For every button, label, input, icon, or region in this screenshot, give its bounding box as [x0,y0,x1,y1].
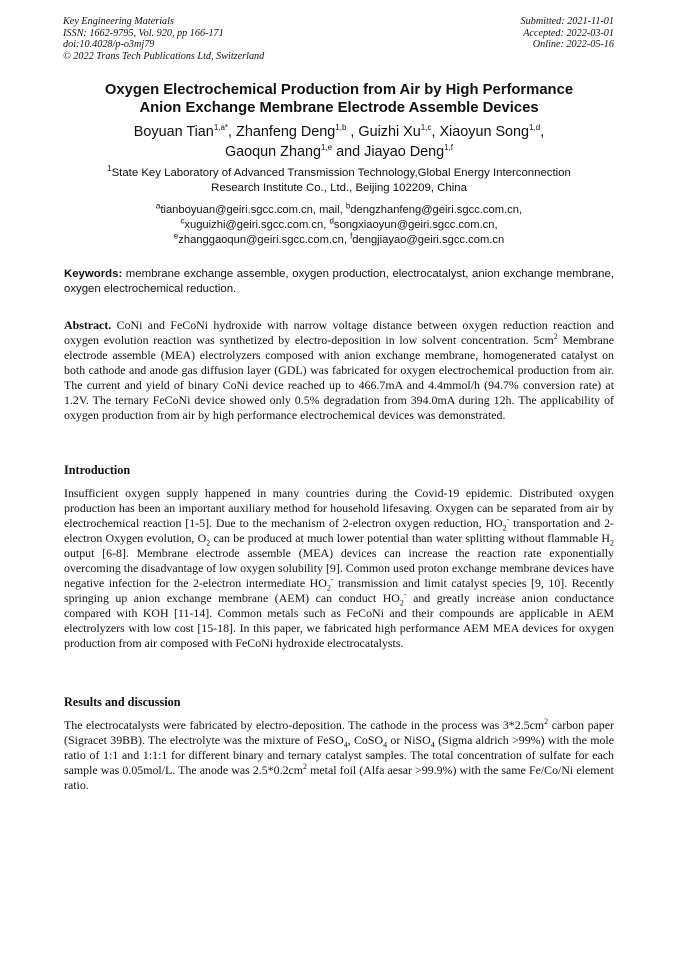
body-text: (Sigma aldrich >99%) with the mole ratio of 1:1 and 1:1:1 for different binary and ternary catalyst samples. The total concentration of sulfate for each sample was 0.05mol/L. The anode was 2.5*0.2cm [64,733,614,778]
author-name: Zhanfeng Deng [236,124,336,140]
body-text: , CoSO [347,733,384,748]
journal-header-left [63,16,264,62]
author-name: Jiayao Deng [364,143,445,160]
subscript: 2 [206,538,211,548]
author-list [60,123,618,162]
author-separator: , [346,124,359,140]
author-name: Guizhi Xu [358,124,421,140]
email-line-3 [60,233,618,248]
email-mark-e: e [173,231,179,241]
keywords-label: Keywords: [64,268,123,280]
affiliation-text-1: State Key Laboratory of Advanced Transmission Technology,Global Energy Interconnection [111,167,571,179]
affiliation [60,166,618,196]
affiliation-line-1 [60,166,618,181]
author-affil-mark: 1,e [320,142,333,152]
body-text: can be produced at much lower potential than water splitting without flammable H [210,531,610,546]
body-text: and greatly increase anion conductance compared with KOH [11-14]. Common metals such as FeCoNi and their compounds are applicable in AEM electrolyzers with low cost [15-18]. In this paper, we fabricated high performance AEM MEA devices for oxygen production from air composed with FeCoNi hydroxide electrocatalysts. [64,591,615,651]
body-text: transmission and limit catalyst species [9, 10]. Recently springing up anion exchange membrane (AEM) can conduct HO [64,576,614,606]
doi-line: doi:10.4028/p-o3mj79 [63,39,155,51]
subscript: 2 [609,538,614,548]
author-line-1 [60,123,618,143]
author-line-2 [60,143,618,163]
email-list [60,203,618,248]
affiliation-mark: 1 [107,164,112,174]
email-mark-a: a [155,201,161,211]
superscript: - [330,575,334,585]
abstract-text: CoNi and FeCoNi hydroxide with narrow voltage distance between oxygen reduction reaction and oxygen evolution reaction was synthetized by electro-deposition in low solvent concentration. 5cm [64,318,614,348]
issn-line: ISSN: 1662-9795, Vol. 920, pp 166-171 [63,27,224,39]
body-text: output [6-8]. Membrane electrode assemble (MEA) devices can increase the reaction rate exponentially overcoming the disadvantage of low oxygen solubility [9]. Common used proton exchange membrane devices have negative infection for the 2-electron intermediate HO [64,546,614,591]
email-line-2 [60,218,618,233]
author-name: Boyuan Tian [133,124,214,140]
subscript: 4 [343,740,348,750]
title-line-2: Anion Exchange Membrane Electrode Assemble Devices [139,100,539,116]
copyright-line: © 2022 Trans Tech Publications Ltd, Switzerland [63,50,265,62]
body-text: transportation and 2-electron Oxygen evolution, O [64,516,614,546]
author-affil-mark: 1,f [444,142,454,152]
abstract [64,318,614,423]
online-date: Online: 2022-05-16 [532,39,614,51]
subscript: 2 [399,598,404,608]
superscript: - [403,590,407,600]
submitted-date: Submitted: 2021-11-01 [520,16,614,27]
keywords [64,267,614,296]
email-mark-f: f [350,231,353,241]
journal-name: Key Engineering Materials [63,16,174,27]
email-d: songxiaoyun@geiri.sgcc.com.cn, [333,219,498,231]
accepted-date: Accepted: 2022-03-01 [523,27,614,39]
subscript: 4 [383,740,388,750]
body-text: metal foil (Alfa aesar >99.9%) with the same Fe/Co/Ni element ratio. [64,763,614,793]
author-affil-mark: 1,d [529,123,541,133]
email-f: dengjiayao@geiri.sgcc.com.cn [352,234,505,246]
abstract-text: Membrane electrode assemble (MEA) electrolyzers composed with anion exchange membrane, homogenerated catalyst on both cathode and anode gas diffusion layer (GDL) was fabricated for oxygen electrochemical production from air. The current and yield of binary CoNi device reached up to 466.7mA and 4.4mmol/h (94.7% conversion rate) at 1.2V. The ternary FeCoNi device showed only 0.5% degradation from 394.0mA during 12h. The applicability of oxygen production from air by high performance electrochemical devices was demonstrated. [64,333,614,423]
body-text: or NiSO [387,733,431,748]
results-body [64,718,614,793]
superscript: - [506,515,510,525]
body-text: The electrocatalysts were fabricated by electro-deposition. The cathode in the process was 3*2.5cm [64,718,545,732]
superscript: 2 [544,717,549,727]
author-separator: , [431,124,440,140]
email-e: zhanggaoqun@geiri.sgcc.com.cn, [178,234,351,246]
author-affil-mark: 1,c [420,123,432,133]
subscript: 2 [326,583,331,593]
superscript: 2 [553,332,558,342]
email-c: xuguizhi@geiri.sgcc.com.cn, [184,219,330,231]
email-mark-d: d [329,216,334,226]
introduction-body [64,486,614,652]
body-text: Insufficient oxygen supply happened in many countries during the Covid-19 epidemic. Distributed oxygen production has been an important auxiliary method for household lifesaving. Oxygen can be separated from air by electrochemical reaction [1-5]. Due to the mechanism of 2-electron oxygen reduction, HO [64,486,614,531]
author-separator: and [332,143,365,160]
email-a: tianboyuan@geiri.sgcc.com.cn, mail, [160,204,346,216]
abstract-label: Abstract. [64,318,112,332]
author-name: Gaoqun Zhang [224,143,321,160]
author-separator: , [228,124,237,140]
email-mark-b: b [345,201,351,211]
subscript: 4 [430,740,435,750]
superscript: 2 [303,762,308,772]
author-name: Xiaoyun Song [439,124,530,140]
body-text: carbon paper (Sigracet 39BB). The electrolyte was the mixture of FeSO [64,718,614,748]
email-b: dengzhanfeng@geiri.sgcc.com.cn, [350,204,523,216]
affiliation-line-2: Research Institute Co., Ltd., Beijing 102209, China [211,182,467,194]
results-heading: Results and discussion [64,695,181,709]
introduction-heading: Introduction [64,463,131,477]
keywords-text: membrane exchange assemble, oxygen production, electrocatalyst, anion exchange membrane, oxygen electrochemical reduction. [64,268,614,295]
author-affil-mark: 1,a* [213,123,229,133]
title-line-1: Oxygen Electrochemical Production from Air by High Performance [104,82,574,98]
email-line-1 [60,203,618,218]
author-affil-mark: 1,b [335,123,347,133]
paper-title [60,81,618,117]
subscript: 2 [502,523,507,533]
email-mark-c: c [180,216,185,226]
author-separator: , [540,124,545,140]
journal-header-right [521,16,614,51]
